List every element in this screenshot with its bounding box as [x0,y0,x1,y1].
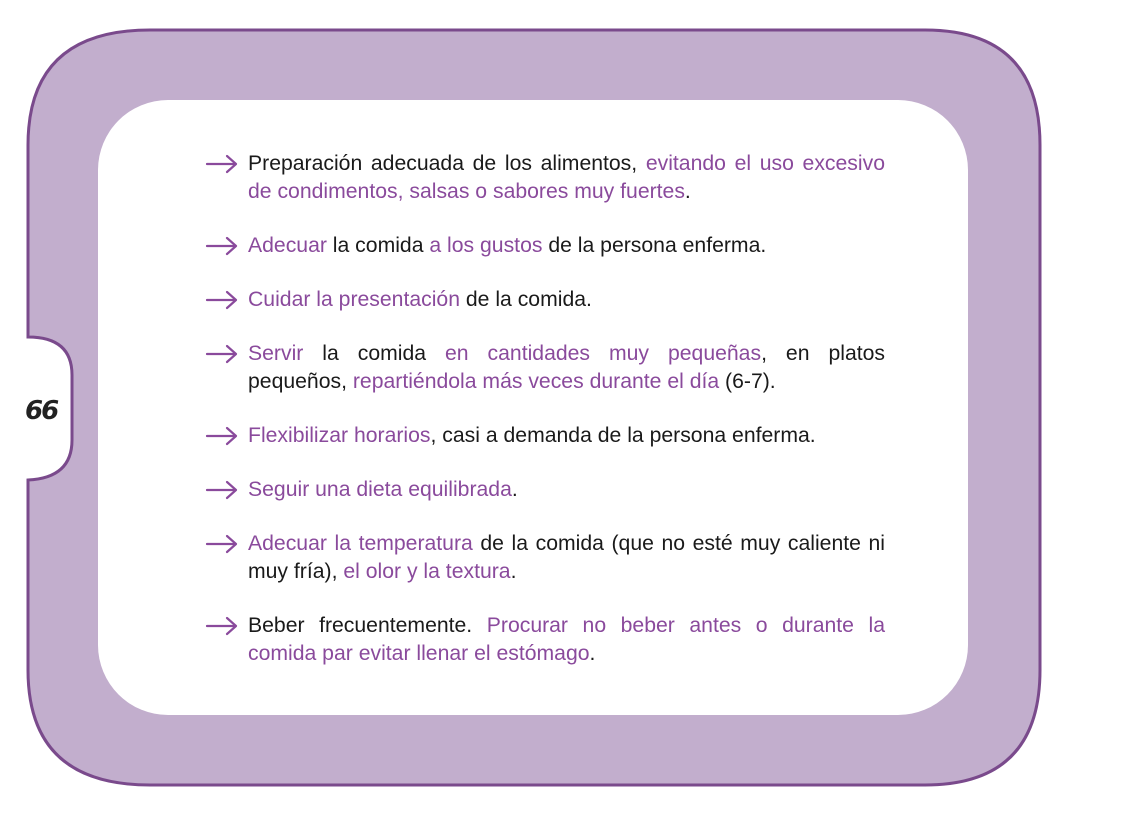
right-arrow-icon [205,426,239,446]
list-item [205,150,885,206]
highlighted-text: repartiéndola más veces durante el día [352,370,720,393]
highlighted-text: evitando el uso excesivo de condimentos, salsas o sabores muy fuertes [248,152,885,203]
right-arrow-icon [205,290,239,310]
bullet-list [205,150,885,694]
list-item [205,232,885,260]
body-text: , casi a demanda de la persona enferma. [430,424,816,447]
list-item [205,476,885,504]
list-item [205,530,885,586]
highlighted-text: a los gustos [429,234,543,257]
body-text: la comida [303,342,446,365]
body-text: de la comida (que no esté muy caliente ni muy fría), [248,532,885,583]
page-number: 66 [25,396,58,426]
body-text: . [684,180,691,203]
list-item [205,286,885,314]
list-item [205,612,885,668]
right-arrow-icon [205,236,239,256]
body-text: la comida [326,234,430,257]
highlighted-text: Adecuar [248,234,327,257]
body-text: de la comida. [460,288,592,311]
highlighted-text: Flexibilizar horarios [248,424,431,447]
body-text: . [510,560,517,583]
highlighted-text: Cuidar la presentación [248,288,460,311]
body-text: (6-7). [719,370,776,393]
right-arrow-icon [205,616,239,636]
body-text: . [589,642,596,665]
right-arrow-icon [205,480,239,500]
right-arrow-icon [205,344,239,364]
body-text: Preparación adecuada de los alimentos, [248,152,646,175]
highlighted-text: Adecuar la temperatura [248,532,473,555]
list-item [205,340,885,396]
highlighted-text: Servir [248,342,304,365]
right-arrow-icon [205,154,239,174]
right-arrow-icon [205,534,239,554]
body-text: , en platos pequeños, [248,342,885,393]
highlighted-text: Procurar no beber antes o durante la comida par evitar llenar el estómago [248,614,885,665]
body-text: de la persona enferma. [542,234,767,257]
highlighted-text: en cantidades muy pequeñas [445,342,762,365]
list-item [205,422,885,450]
highlighted-text: el olor y la textura [343,560,511,583]
body-text: Beber frecuentemente. [248,614,487,637]
highlighted-text: Seguir una dieta equilibrada [248,478,512,501]
body-text: . [511,478,518,501]
